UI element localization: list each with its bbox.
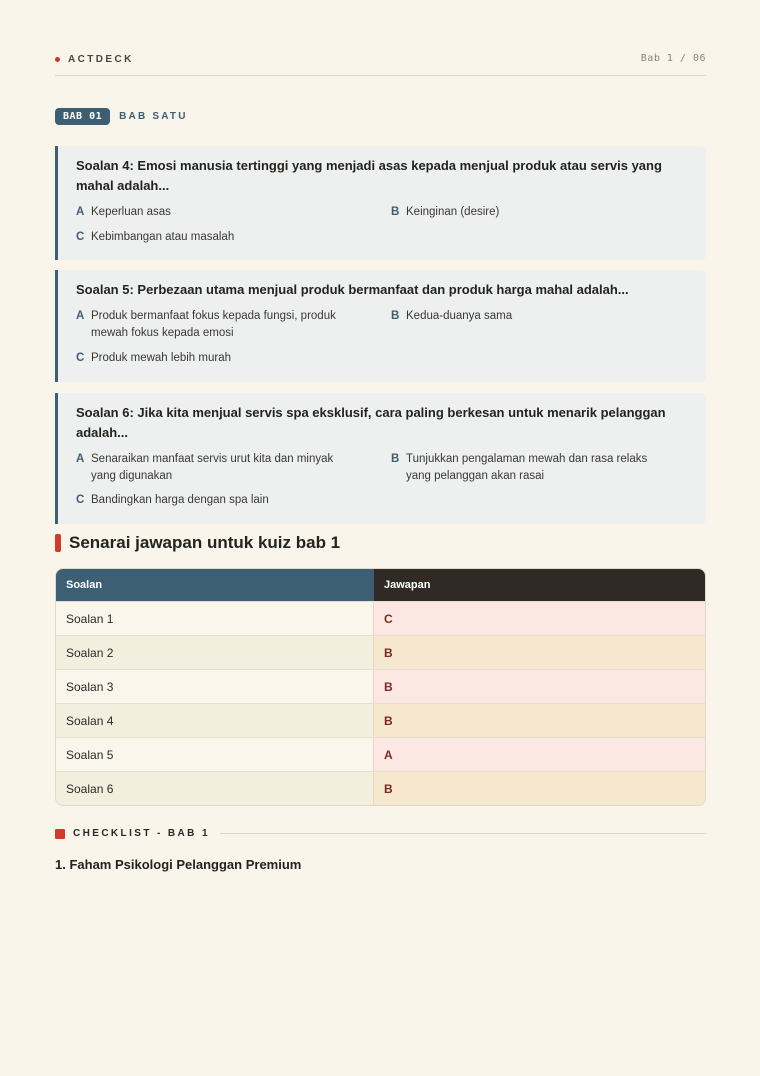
question-text: Soalan 6: Jika kita menjual servis spa eksklusif, cara paling berkesan untuk menarik pelanggan adalah... xyxy=(76,405,666,440)
option-text: Tunjukkan pengalaman mewah dan rasa relaks yang pelanggan akan rasai xyxy=(406,453,648,482)
cell-question: Soalan 2 xyxy=(56,636,374,669)
option-letter: B xyxy=(391,453,400,465)
option-text: Kedua-duanya sama xyxy=(406,310,513,322)
option-letter: A xyxy=(76,310,85,322)
table-row xyxy=(56,703,705,737)
cell-question: Soalan 4 xyxy=(56,704,374,737)
divider xyxy=(220,833,706,834)
chapter-badge: BAB 01 xyxy=(55,108,110,125)
question-text: Soalan 4: Emosi manusia tertinggi yang menjadi asas kepada menjual produk atau servis yang mahal adalah... xyxy=(76,158,662,193)
option-a[interactable] xyxy=(76,308,356,342)
column-header-soalan: Soalan xyxy=(56,569,374,601)
option-letter: A xyxy=(76,206,85,218)
question-card xyxy=(55,146,706,260)
table-row xyxy=(56,635,705,669)
option-c[interactable] xyxy=(76,229,356,246)
option-text: Produk bermanfaat fokus kepada fungsi, produk mewah fokus kepada emosi xyxy=(91,310,336,339)
option-letter: B xyxy=(391,310,400,322)
cell-answer: B xyxy=(374,636,705,669)
table-row xyxy=(56,771,705,805)
table-header-row xyxy=(56,569,705,601)
checklist-label: CHECKLIST - BAB 1 xyxy=(73,828,210,839)
option-c[interactable] xyxy=(76,492,356,509)
brand-name: ACTDECK xyxy=(68,54,134,65)
cell-answer: B xyxy=(374,772,705,805)
checklist-marker-icon xyxy=(55,829,65,839)
page-indicator: Bab 1 / 06 xyxy=(640,53,706,64)
option-a[interactable] xyxy=(76,204,356,221)
option-b[interactable] xyxy=(391,204,671,221)
chapter-title: BAB SATU xyxy=(119,111,188,122)
answers-heading xyxy=(55,533,340,553)
table-row xyxy=(56,669,705,703)
cell-answer: B xyxy=(374,670,705,703)
option-text: Produk mewah lebih murah xyxy=(91,352,231,364)
option-letter: B xyxy=(391,206,400,218)
question-card xyxy=(55,393,706,524)
answers-table xyxy=(55,568,706,806)
option-text: Kebimbangan atau masalah xyxy=(91,231,235,243)
brand-dot-icon xyxy=(55,57,60,62)
chapter-tag xyxy=(55,108,188,125)
question-card xyxy=(55,270,706,382)
option-text: Bandingkan harga dengan spa lain xyxy=(91,494,269,506)
cell-question: Soalan 5 xyxy=(56,738,374,771)
cell-question: Soalan 3 xyxy=(56,670,374,703)
option-c[interactable] xyxy=(76,350,356,367)
cell-answer: B xyxy=(374,704,705,737)
table-row xyxy=(56,601,705,635)
heading-marker-icon xyxy=(55,534,61,552)
column-header-jawapan: Jawapan xyxy=(374,569,705,601)
cell-answer: C xyxy=(374,602,705,635)
option-a[interactable] xyxy=(76,451,356,485)
option-letter: C xyxy=(76,352,85,364)
page-header xyxy=(55,54,706,76)
option-text: Keperluan asas xyxy=(91,206,171,218)
question-text: Soalan 5: Perbezaan utama menjual produk bermanfaat dan produk harga mahal adalah... xyxy=(76,282,629,297)
option-b[interactable] xyxy=(391,308,671,325)
option-letter: C xyxy=(76,494,85,506)
checklist-header xyxy=(55,828,706,839)
option-text: Keinginan (desire) xyxy=(406,206,500,218)
option-text: Senaraikan manfaat servis urut kita dan minyak yang digunakan xyxy=(91,453,334,482)
option-b[interactable] xyxy=(391,451,671,485)
option-letter: A xyxy=(76,453,85,465)
answers-heading-text: Senarai jawapan untuk kuiz bab 1 xyxy=(69,533,341,552)
table-row xyxy=(56,737,705,771)
brand xyxy=(55,54,134,65)
option-letter: C xyxy=(76,231,85,243)
cell-question: Soalan 1 xyxy=(56,602,374,635)
cell-answer: A xyxy=(374,738,705,771)
checklist-item: 1. Faham Psikologi Pelanggan Premium xyxy=(55,857,302,872)
cell-question: Soalan 6 xyxy=(56,772,374,805)
